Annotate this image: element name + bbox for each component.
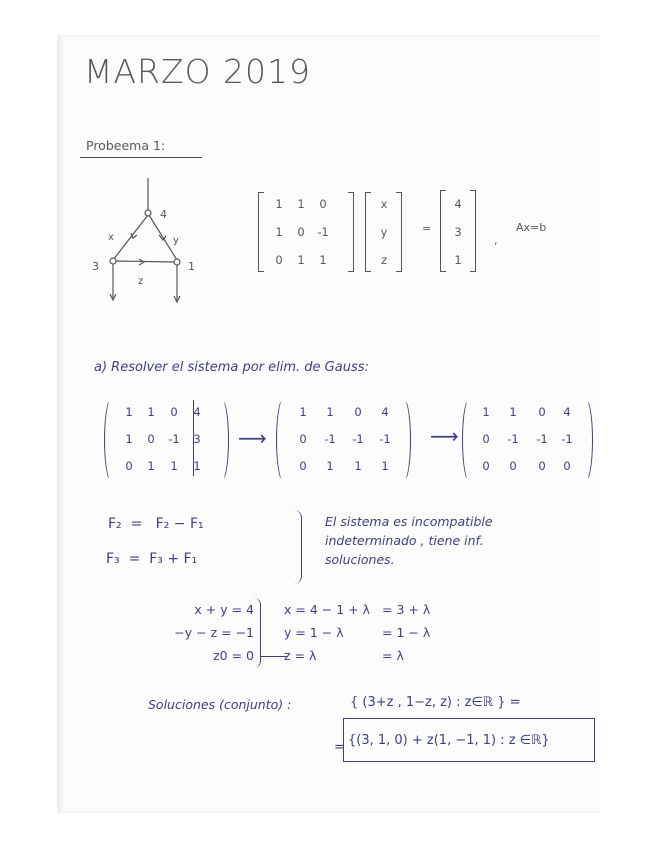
problem-heading: Probeema 1: — [80, 138, 202, 158]
augmented-cell: 1 — [125, 432, 133, 446]
vector-x-cell: z — [380, 253, 388, 267]
step2-right-paren — [578, 398, 593, 482]
step2-cell: -1 — [536, 432, 548, 446]
augmented-divider — [193, 400, 194, 476]
matrix-A — [268, 197, 334, 267]
matrix-A-cell: 1 — [297, 197, 305, 211]
augmented-left-paren — [104, 398, 119, 482]
row-op-lhs: F₃ — [106, 551, 120, 567]
matrix-A-cell: 1 — [275, 225, 283, 239]
augmented-cell: 3 — [193, 432, 201, 446]
equals-sign: = — [422, 222, 432, 235]
augmented-right-paren — [214, 398, 229, 482]
step1-left-paren — [276, 398, 291, 482]
parametric-lhs — [284, 598, 370, 667]
step1-cell: -1 — [379, 432, 391, 446]
conclusion-line: indeterminado , tiene inf. — [325, 533, 484, 548]
step1-cell: 1 — [354, 459, 362, 473]
augmented-cell: 4 — [193, 405, 201, 419]
step2-cell: -1 — [507, 432, 519, 446]
vector-b-left-bracket — [440, 190, 446, 272]
step1-cell: 1 — [299, 405, 307, 419]
vector-b — [448, 197, 468, 267]
row-op-rhs: F₂ − F₁ — [155, 516, 204, 532]
edge-z-label: z — [138, 276, 144, 287]
row-op-lhs: F₂ — [108, 516, 122, 532]
row-ops-brace — [293, 510, 302, 584]
equation: x + y = 4 — [194, 602, 254, 617]
network-diagram — [80, 170, 220, 310]
row-op-eq: = — [130, 516, 143, 532]
node-3-label: 3 — [92, 260, 99, 273]
equation: −y − z = −1 — [174, 625, 254, 640]
step1-cell: 4 — [381, 405, 389, 419]
equation: z0 = 0 — [213, 648, 254, 663]
vector-x-right-bracket — [396, 192, 402, 272]
edge-x-label: x — [108, 232, 114, 243]
step1-cell: 1 — [326, 459, 334, 473]
step2-cell: 1 — [509, 405, 517, 419]
node-1-label: 1 — [188, 260, 195, 273]
param-result: = λ — [382, 648, 404, 663]
step1-cell: -1 — [352, 432, 364, 446]
row-op-1 — [108, 516, 204, 532]
boxed-solution: {(3, 1, 0) + z(1, −1, 1) : z ∈ℝ} — [348, 733, 550, 748]
edge-y-label: y — [173, 235, 179, 246]
step1-cell: 1 — [326, 405, 334, 419]
vector-b-cell: 1 — [454, 253, 462, 267]
equations-brace — [254, 598, 261, 668]
matrix-A-right-bracket — [348, 192, 354, 272]
step1-cell: 0 — [299, 459, 307, 473]
row-op-2 — [106, 551, 197, 567]
step1-right-paren — [396, 398, 411, 482]
param-result: = 3 + λ — [382, 602, 431, 617]
step1-cell: -1 — [324, 432, 336, 446]
vector-x — [374, 197, 394, 267]
matrix-A-left-bracket — [258, 192, 264, 272]
vector-x-left-bracket — [365, 192, 371, 272]
step1-cell: 0 — [299, 432, 307, 446]
augmented-cell: 1 — [193, 459, 201, 473]
augmented-cell: 1 — [170, 459, 178, 473]
matrix-A-cell: 1 — [275, 197, 283, 211]
augmented-cell: 0 — [147, 432, 155, 446]
page-title: MARZO 2019 — [84, 52, 312, 91]
conclusion-line: soluciones. — [325, 552, 395, 567]
step2-cell: 0 — [509, 459, 517, 473]
step1-matrix — [290, 405, 398, 473]
matrix-A-cell: 1 — [297, 253, 305, 267]
row-op-eq: = — [128, 551, 141, 567]
boxed-equals: = — [334, 740, 345, 755]
augmented-cell: 1 — [147, 405, 155, 419]
step2-cell: 0 — [482, 459, 490, 473]
matrix-A-cell: 0 — [275, 253, 283, 267]
ax-equals-b-label: Ax=b — [516, 221, 547, 234]
reduced-equations — [172, 598, 254, 667]
param-equation: x = 4 − 1 + λ — [284, 602, 370, 617]
vector-x-cell: y — [380, 225, 388, 239]
arrow-step2: ⟶ — [430, 424, 459, 448]
vector-x-cell: x — [380, 197, 388, 211]
matrix-A-cell: -1 — [317, 225, 329, 239]
parametric-rhs — [382, 598, 430, 667]
arrow-step1: ⟶ — [238, 426, 267, 450]
step2-cell: 0 — [482, 432, 490, 446]
matrix-A-cell: 0 — [297, 225, 305, 239]
solution-label: Soluciones (conjunto) : — [148, 697, 292, 712]
step2-cell: 0 — [563, 459, 571, 473]
matrix-A-cell: 1 — [319, 253, 327, 267]
vector-b-cell: 3 — [454, 225, 462, 239]
node-4-label: 4 — [160, 208, 167, 221]
augmented-cell: -1 — [168, 432, 180, 446]
step1-cell: 1 — [381, 459, 389, 473]
augmented-cell: 0 — [170, 405, 178, 419]
augmented-cell: 0 — [125, 459, 133, 473]
part-a-heading: a) Resolver el sistema por elim. de Gauss: — [94, 360, 369, 375]
matrix-A-cell: 0 — [319, 197, 327, 211]
step2-cell: -1 — [561, 432, 573, 446]
param-equation: z = λ — [284, 648, 317, 663]
augmented-cell: 1 — [147, 459, 155, 473]
step2-matrix — [474, 405, 578, 473]
step2-cell: 4 — [563, 405, 571, 419]
conclusion-line: El sistema es incompatible — [325, 514, 493, 529]
step2-cell: 0 — [538, 405, 546, 419]
param-equation: y = 1 − λ — [284, 625, 344, 640]
step2-cell: 1 — [482, 405, 490, 419]
vector-b-cell: 4 — [454, 197, 462, 211]
comma: , — [494, 234, 498, 247]
step2-cell: 0 — [538, 459, 546, 473]
boxed-answer — [343, 718, 595, 762]
step1-cell: 0 — [354, 405, 362, 419]
conclusion-text — [325, 512, 493, 569]
augmented-matrix — [118, 405, 208, 473]
param-result: = 1 − λ — [382, 625, 431, 640]
row-op-rhs: F₃ + F₁ — [149, 551, 198, 567]
augmented-cell: 1 — [125, 405, 133, 419]
solution-set: { (3+z , 1−z, z) : z∈ℝ } = — [350, 695, 521, 710]
vector-b-right-bracket — [470, 190, 476, 272]
